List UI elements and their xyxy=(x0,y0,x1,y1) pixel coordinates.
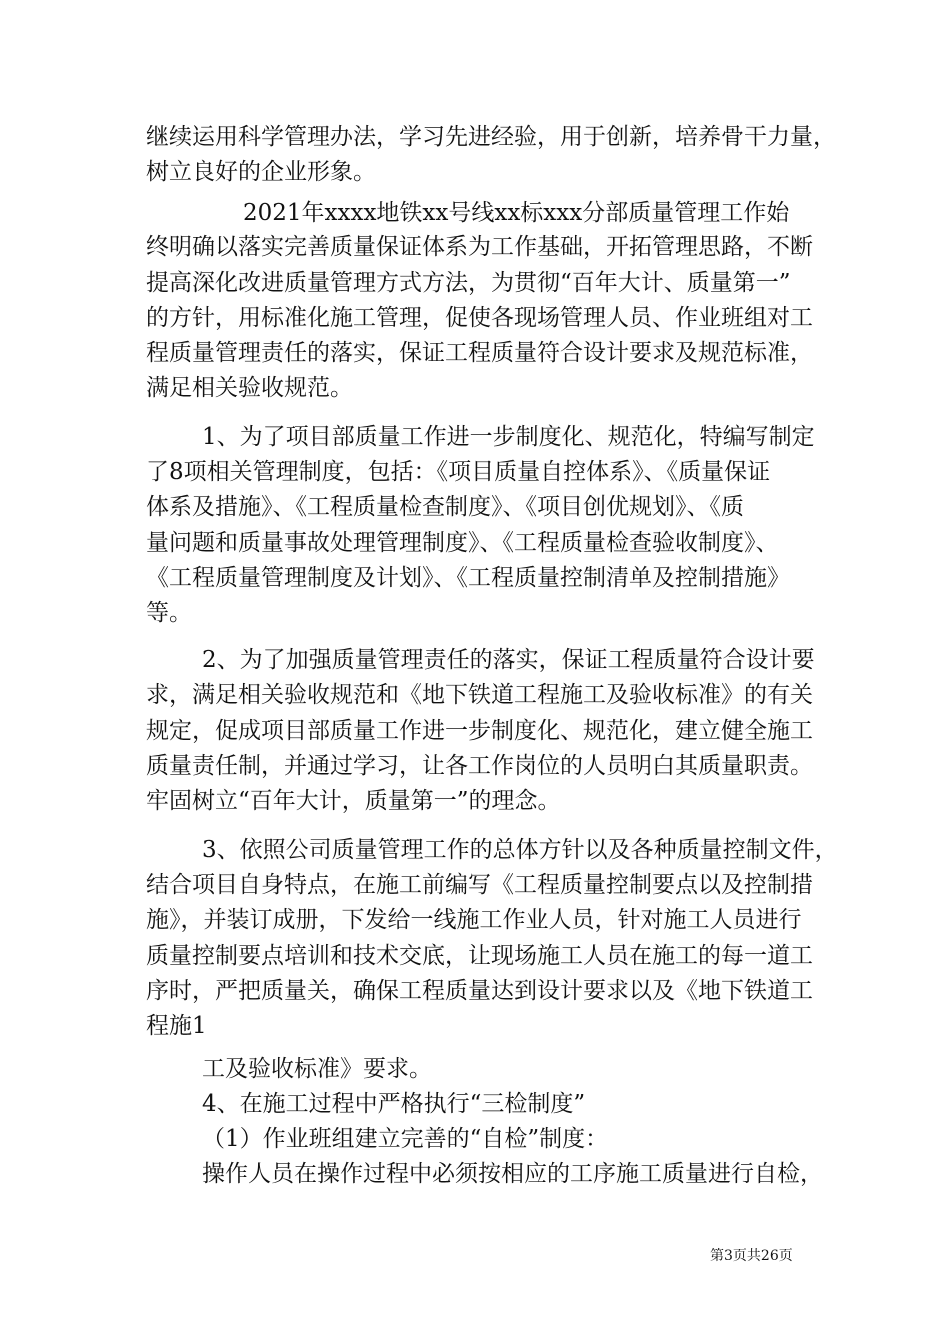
text-line: 满足相关验收规范。 xyxy=(146,375,353,401)
text-line: 结合项目自身特点，在施工前编写《工程质量控制要点以及控制措 xyxy=(146,872,813,898)
text-line: 的方针，用标准化施工管理，促使各现场管理人员、作业班组对工 xyxy=(146,305,813,331)
text-line: 《工程质量管理制度及计划》、《工程质量控制清单及控制措施》 xyxy=(146,565,790,591)
text-line: 3、依照公司质量管理工作的总体方针以及各种质量控制文件， xyxy=(202,837,838,863)
text-line: 提高深化改进质量管理方式方法，为贯彻“百年大计、质量第一” xyxy=(146,270,791,296)
text-line: 了8项相关管理制度，包括：《项目质量自控体系》、《质量保证 xyxy=(146,459,771,485)
text-line: 质量责任制，并通过学习，让各工作岗位的人员明白其质量职责。 xyxy=(146,753,813,779)
text-line: （1）作业班组建立完善的“自检”制度： xyxy=(202,1126,609,1152)
text-line: 操作人员在操作过程中必须按相应的工序施工质量进行自检， xyxy=(202,1161,823,1187)
text-line: 2、为了加强质量管理责任的落实，保证工程质量符合设计要 xyxy=(202,647,815,673)
text-line: 树立良好的企业形象。 xyxy=(146,159,376,185)
text-line: 求，满足相关验收规范和《地下铁道工程施工及验收标准》的有关 xyxy=(146,682,813,708)
text-line: 2021年xxxx地铁xx号线xx标xxx分部质量管理工作始 xyxy=(243,200,790,226)
text-line: 等。 xyxy=(146,600,192,626)
text-line: 程施1 xyxy=(146,1013,207,1039)
text-line: 4、在施工过程中严格执行“三检制度” xyxy=(202,1091,586,1117)
text-line: 程质量管理责任的落实，保证工程质量符合设计要求及规范标准， xyxy=(146,340,813,366)
page-number: 第3页共26页 xyxy=(710,1248,793,1264)
text-line: 施》，并装订成册，下发给一线施工作业人员，针对施工人员进行 xyxy=(146,907,802,933)
text-line: 规定，促成项目部质量工作进一步制度化、规范化，建立健全施工 xyxy=(146,718,813,744)
text-line: 序时，严把质量关，确保工程质量达到设计要求以及《地下铁道工 xyxy=(146,978,813,1004)
text-line: 工及验收标准》要求。 xyxy=(202,1056,432,1082)
text-line: 体系及措施》、《工程质量检查制度》、《项目创优规划》、《质 xyxy=(146,494,744,520)
text-line: 继续运用科学管理办法，学习先进经验，用于创新，培养骨干力量， xyxy=(146,124,836,150)
text-line: 量问题和质量事故处理管理制度》、《工程质量检查验收制度》、 xyxy=(146,530,779,556)
text-line: 牢固树立“百年大计，质量第一”的理念。 xyxy=(146,788,561,814)
text-line: 1、为了项目部质量工作进一步制度化、规范化，特编写制定 xyxy=(202,424,815,450)
text-line: 终明确以落实完善质量保证体系为工作基础，开拓管理思路，不断 xyxy=(146,234,813,260)
text-line: 质量控制要点培训和技术交底，让现场施工人员在施工的每一道工 xyxy=(146,943,813,969)
